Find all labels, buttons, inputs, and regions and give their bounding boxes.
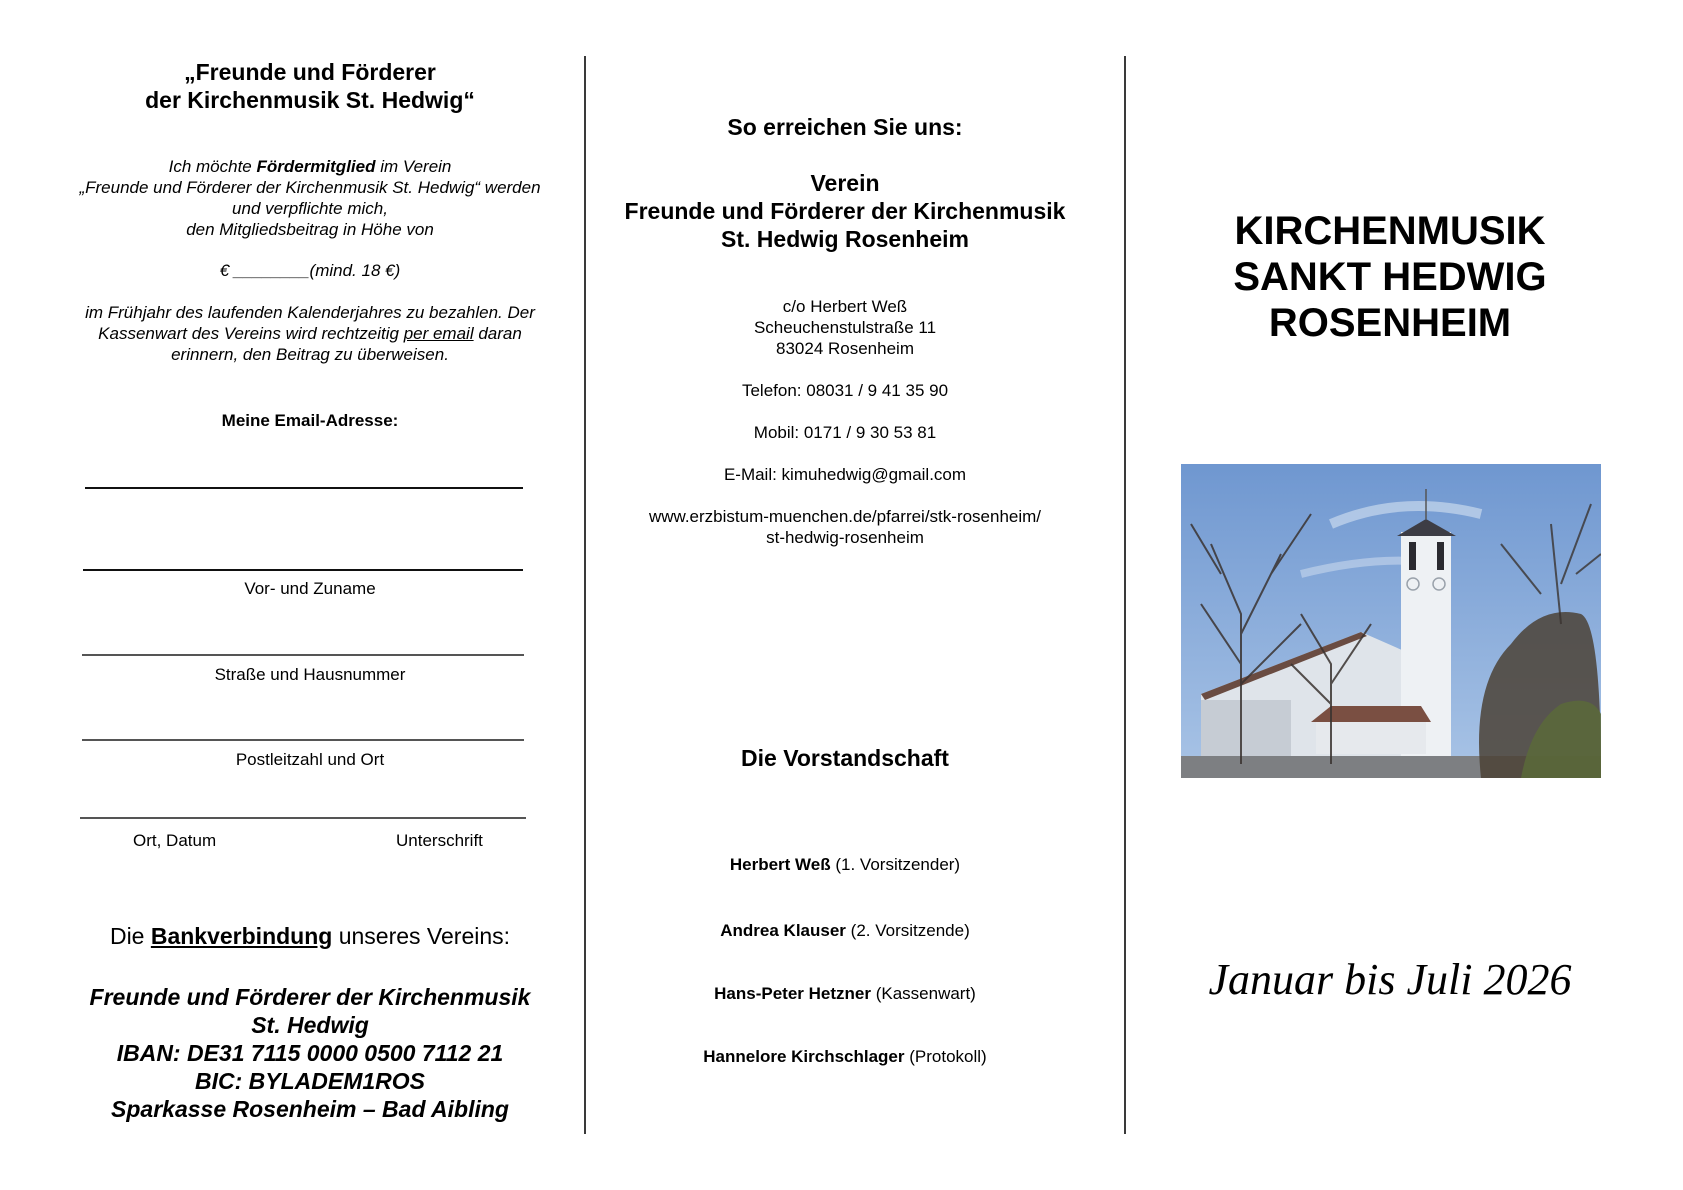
form-title-line-1: „Freunde und Förderer [184,59,436,85]
board-member [590,921,1100,941]
per-email-emphasis: per email [403,324,474,343]
signature-input-line[interactable] [80,817,526,819]
address-line-3: 83024 Rosenheim [776,339,914,358]
email-label: Meine Email-Adresse: [221,411,399,430]
address-line-2: Scheuchenstulstraße 11 [753,318,937,337]
period-label: Januar bis Juli 2026 [1208,955,1572,1004]
bank-account-holder: Freunde und Förderer der Kirchenmusik [89,984,531,1010]
bank-connection-label: Bankverbindung [150,923,333,949]
intro-line-3: und verpflichte mich, [232,199,388,218]
board-member-role: (Kassenwart) [875,984,976,1003]
payment-note-line-1: im Frühjahr des laufenden Kalenderjahres zu bezahlen. Der [85,303,535,322]
bank-intro-text: unseres Vereins: [332,923,511,949]
cover-title-line-3: ROSENHEIM [1268,301,1512,345]
bank-name: Sparkasse Rosenheim – Bad Aibling [111,1096,509,1122]
board-member-role: (1. Vorsitzender) [835,855,961,874]
website-link[interactable] [590,506,1100,548]
city-field-label: Postleitzahl und Ort [235,750,385,769]
place-date-label: Ort, Datum [133,831,217,850]
bank-account-holder-2: St. Hedwig [251,1012,369,1038]
church-photo [1181,464,1601,778]
intro-text: im Verein [375,157,452,176]
amount-field[interactable]: € ________(mind. 18 €) [219,261,401,280]
payment-note-text: Kassenwart des Vereins wird rechtzeitig [98,324,404,343]
bank-iban: IBAN: DE31 7115 0000 0500 7112 21 [116,1040,504,1066]
board-member-role: (Protokoll) [909,1047,987,1066]
membership-type: Fördermitglied [256,157,376,176]
payment-note-line-2 [50,323,570,344]
intro-line-2: „Freunde und Förderer der Kirchenmusik St. Hedwig“ werden [79,178,541,197]
board-heading: Die Vorstandschaft [741,745,949,771]
payment-note [50,302,570,365]
form-title-line-2: der Kirchenmusik St. Hedwig“ [145,87,475,113]
postal-address [590,296,1100,359]
church-illustration-icon [1181,464,1601,778]
name-input-line[interactable] [83,569,523,571]
phone-number: Telefon: 08031 / 9 41 35 90 [741,381,949,400]
board-member [590,1047,1100,1067]
website-line-2: st-hedwig-rosenheim [766,528,924,547]
org-line-1: Verein [810,170,880,196]
panel-divider-right [1124,56,1126,1134]
board-member-name: Herbert Weß [729,855,831,874]
cover-title [1130,208,1650,346]
mobile-number: Mobil: 0171 / 9 30 53 81 [753,423,937,442]
org-line-2: Freunde und Förderer der Kirchenmusik [624,198,1066,224]
board-member-name: Hans-Peter Hetzner [714,984,871,1003]
org-line-3: St. Hedwig Rosenheim [721,226,969,252]
board-member-role: (2. Vorsitzende) [850,921,970,940]
street-field-label: Straße und Hausnummer [214,665,406,684]
panel-divider-left [584,56,586,1134]
cover-title-line-2: SANKT HEDWIG [1233,255,1547,299]
payment-note-text: daran [473,324,522,343]
intro-text: Ich möchte [168,157,257,176]
street-input-line[interactable] [82,654,524,656]
signature-label: Unterschrift [396,831,483,850]
name-field-label: Vor- und Zuname [244,579,376,598]
address-line-1: c/o Herbert Weß [782,297,908,316]
website-line-1: www.erzbistum-muenchen.de/pfarrei/stk-rosenheim/ [648,507,1042,526]
city-input-line[interactable] [82,739,524,741]
board-member-name: Hannelore Kirchschlager [703,1047,905,1066]
board-member-name: Andrea Klauser [720,921,846,940]
email-address[interactable]: E-Mail: kimuhedwig@gmail.com [723,465,967,484]
board-member [590,984,1100,1004]
bank-intro [50,923,570,950]
bank-intro-text: Die [109,923,151,949]
payment-note-line-3: erinnern, den Beitrag zu überweisen. [171,345,449,364]
intro-line-1 [50,156,570,177]
email-input-line[interactable] [85,487,523,489]
intro-line-4: den Mitgliedsbeitrag in Höhe von [186,220,434,239]
contact-heading: So erreichen Sie uns: [727,114,963,140]
cover-title-line-1: KIRCHENMUSIK [1234,209,1546,253]
bank-bic: BIC: BYLADEM1ROS [194,1068,425,1094]
org-name [590,169,1100,253]
membership-intro [50,156,570,240]
bank-details [50,983,570,1123]
board-member [590,855,1100,875]
form-title [50,58,570,114]
